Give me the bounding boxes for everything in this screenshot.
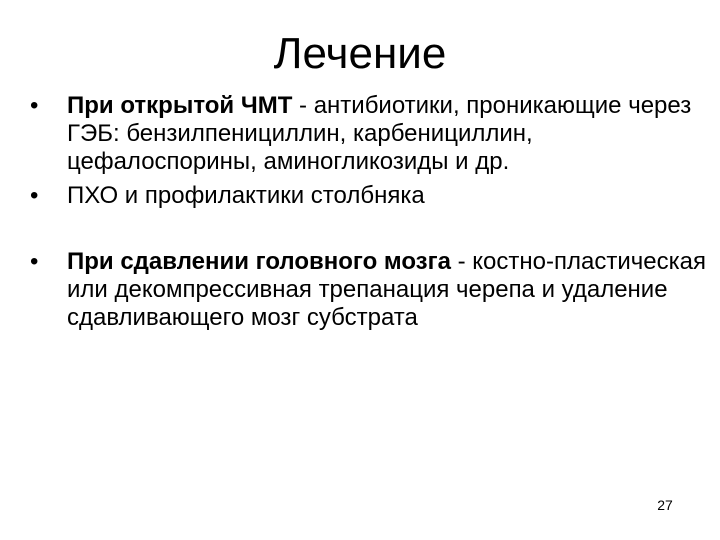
bullet-marker: • xyxy=(30,182,39,209)
bullet-text: - костно-пластическая или декомпрессивная трепанация черепа и удаление сдавливающего мозг субстрата xyxy=(67,248,706,331)
page-number: 27 xyxy=(657,497,673,513)
bullet-item xyxy=(30,92,710,176)
bullet-heading: При сдавлении головного мозга xyxy=(67,248,451,275)
slide-title: Лечение xyxy=(273,29,447,78)
bullet-text: - антибиотики, проникающие через ГЭБ: бензилпенициллин, карбенициллин, цефалоспорины, аминогликозиды и др. xyxy=(67,92,692,175)
bullet-text: ПХО и профилактики столбняка xyxy=(67,182,425,209)
bullet-item xyxy=(30,182,710,210)
bullet-item xyxy=(30,248,710,332)
bullet-marker: • xyxy=(30,92,39,119)
bullet-list xyxy=(30,92,710,332)
bullet-heading: При открытой ЧМТ xyxy=(67,92,293,119)
bullet-marker: • xyxy=(30,248,39,275)
